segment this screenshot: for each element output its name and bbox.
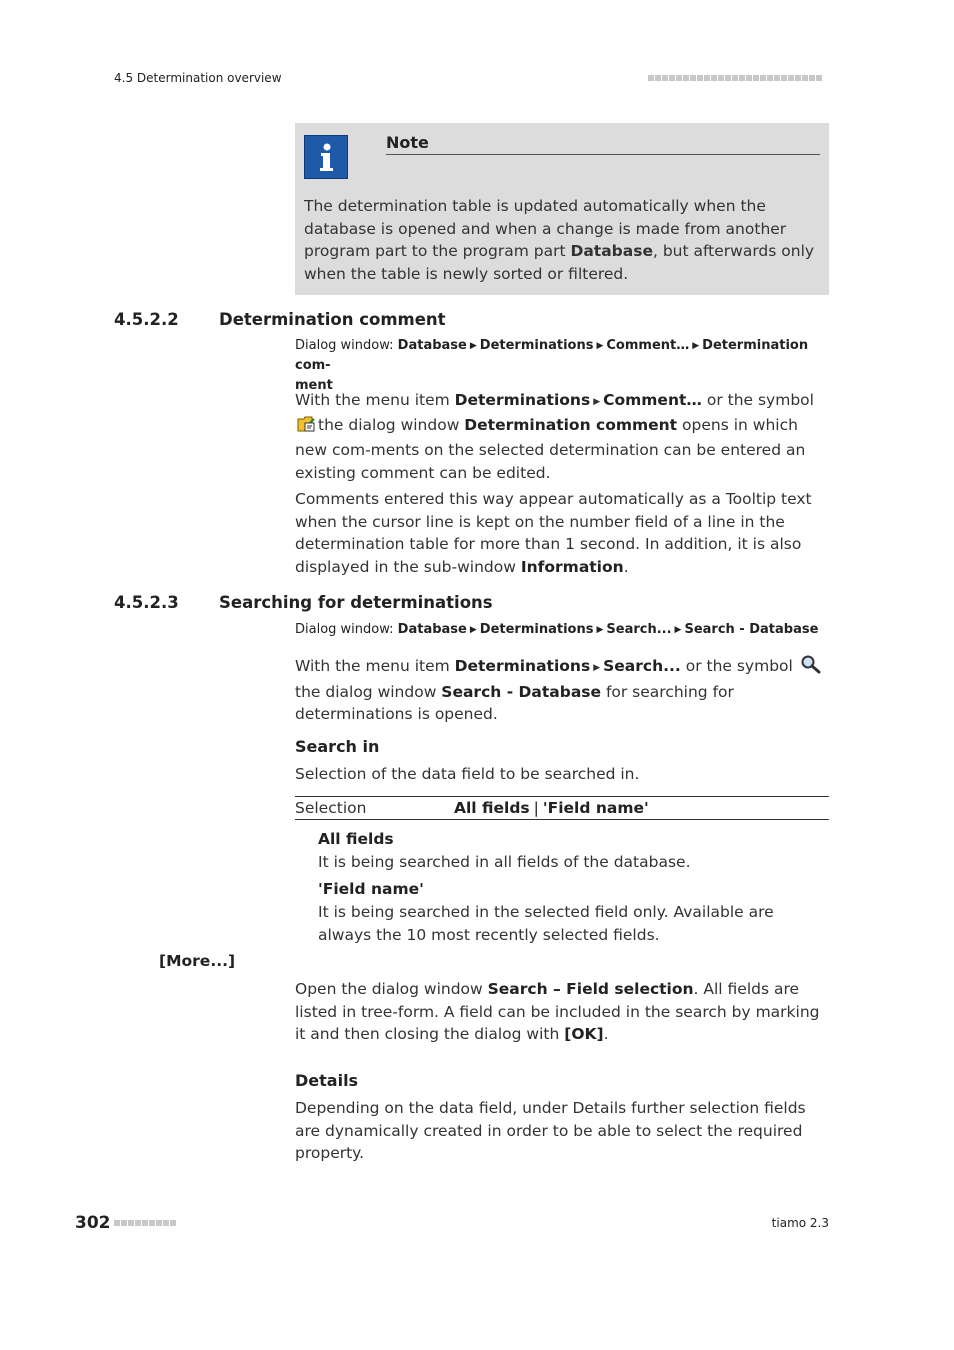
dialog-path: Dialog window: Database ▶ Determinations ▶ Comment… ▶ Determination com- ment [295, 338, 809, 393]
footer-decor-dots [114, 1220, 176, 1226]
paragraph: With the menu item Determinations ▶ Search... or the symbol the dialog window Search - Database for searching for determinations is opened. [295, 654, 829, 726]
running-header: 4.5 Determination overview [114, 71, 282, 85]
option-title: All fields [318, 830, 394, 848]
section-number: 4.5.2.3 [114, 593, 179, 612]
paragraph: With the menu item Determinations ▶ Comment… or the symbol the dialog window Determination comment opens in which new com-ments on the selected determination can be entered an existing comment can be edited. [295, 391, 814, 482]
section-number: 4.5.2.2 [114, 310, 179, 329]
section-heading-4523 [114, 593, 814, 615]
option-text: It is being searched in all fields of the database. [318, 853, 691, 871]
selection-table [295, 796, 829, 820]
subheading-details: Details [295, 1071, 359, 1090]
comment-icon [297, 415, 316, 440]
selection-values: All fields | 'Field name' [454, 799, 649, 817]
dialog-path: Dialog window: Database ▶ Determinations ▶ Search... ▶ Search - Database [295, 622, 819, 637]
selection-label: Selection [295, 799, 367, 817]
option-title: 'Field name' [318, 880, 424, 898]
header-decor-dots [648, 75, 822, 81]
more-label: [More...] [159, 952, 236, 970]
paragraph: Depending on the data field, under Details further selection fields are dynamically created in order to be able to select the required property. [295, 1099, 806, 1162]
page-number: 302 [75, 1213, 111, 1233]
section-title: Searching for determinations [219, 593, 493, 612]
paragraph: Selection of the data field to be searched in. [295, 765, 640, 783]
section-title: Determination comment [219, 310, 446, 329]
note-box [295, 123, 829, 295]
option-text: It is being searched in the selected field only. Available are always the 10 most recently selected fields. [318, 903, 774, 944]
product-name: tiamo 2.3 [771, 1216, 829, 1230]
paragraph: Comments entered this way appear automatically as a Tooltip text when the cursor line is kept on the number field of a line in the determination table for more than 1 second. In addition, it is also displayed in the sub-window Information. [295, 490, 812, 576]
paragraph: Open the dialog window Search – Field selection. All fields are listed in tree-form. A field can be included in the search by marking it and then closing the dialog with [OK]. [295, 980, 820, 1043]
section-heading-4522 [114, 310, 814, 332]
info-icon [304, 135, 348, 179]
note-text: The determination table is updated automatically when the database is opened and when a change is made from another program part to the program part Database, but afterwards only when the table is newly sorted or filtered. [304, 197, 815, 283]
magnifier-icon [800, 654, 822, 681]
subheading-search-in: Search in [295, 737, 380, 756]
note-title: Note [386, 133, 820, 155]
